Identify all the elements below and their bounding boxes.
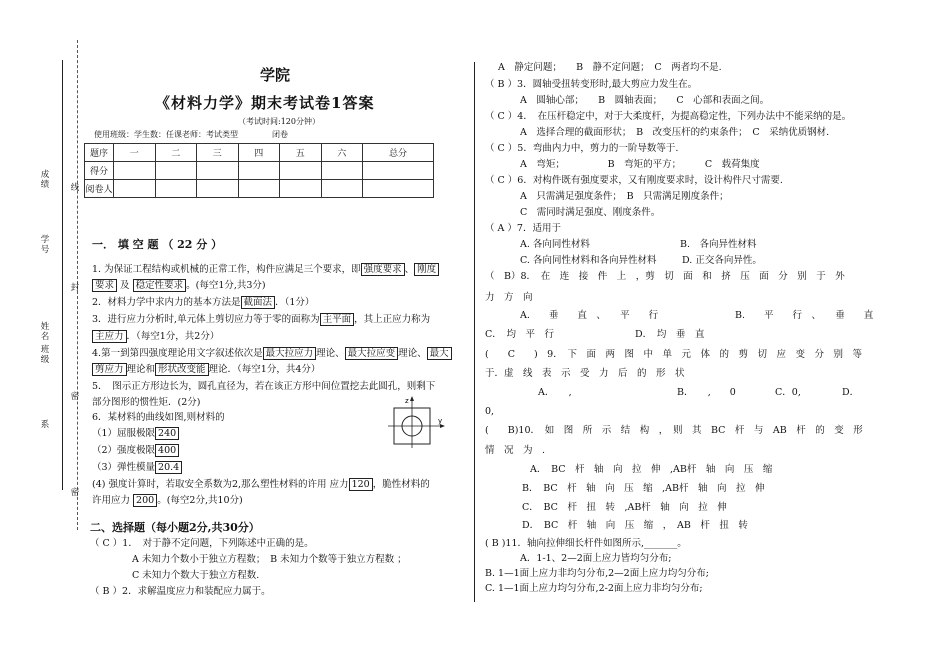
q1-line2 (92, 280, 266, 292)
grader-input[interactable] (197, 180, 239, 198)
name-label: 姓名 (40, 322, 50, 342)
choice-11: ( B )11．轴向拉伸细长杆件如图所示,_______。 (485, 538, 687, 549)
choice-1-options-ab: A 未知力个数小于独立方程数； B 未知力个数等于独立方程数 ； (132, 554, 407, 565)
column-divider (474, 62, 475, 602)
q6-points: 。(每空2分,共10分) (157, 495, 243, 506)
answer-elastic-modulus: 20.4 (155, 461, 182, 474)
choice-9-option-d: D． (842, 387, 860, 398)
secret-mark-bottom: 密 (70, 488, 80, 498)
score-label: 成绩 (40, 170, 50, 190)
answer-strength-limit: 400 (155, 444, 179, 457)
score-cell-total: 总分 (363, 144, 434, 162)
square-hole-figure (386, 394, 446, 450)
choice-10: ( B)10． 如 图 所 示 结 构 ， 则 其 BC 杆 与 AB 杆 的 变 形 (485, 425, 863, 436)
q5-line1: 5． 图示正方形边长为，圆孔直径为，若在该正方形中间位置挖去此圆孔，则剩下 (92, 381, 436, 392)
choice-9-option-c: C．0, (775, 387, 801, 398)
answer-allowable-brittle: 200 (133, 494, 157, 507)
q5-line2: 部分图形的惯性矩．(2分) (92, 397, 201, 408)
q6-line: 6．某材料的曲线如图,则材料的 (92, 412, 225, 423)
choice-11-option-a: A．1-1、2—2面上应力皆均匀分布; (520, 553, 672, 564)
choice-9-option-a: A． , (538, 387, 572, 398)
section2-heading: 二、选择题（每小题2分,共30分） (90, 521, 260, 534)
choice-5-options: A 弯矩； B 弯矩的平方； C 载荷集度 (520, 159, 760, 170)
answer-stiffness-cont: 要求 (92, 279, 117, 292)
department-label: 系 (40, 420, 50, 430)
choice-7-option-d: D. 正交各向异性。 (682, 255, 762, 266)
answer-yield-limit: 240 (155, 427, 179, 440)
choice-6-options-ab: A 只需满足强度条件； B 只需满足刚度条件； (520, 191, 729, 202)
score-cell-label: 题序 (85, 144, 114, 162)
q6-modulus-label: （3）弹性模量 (92, 462, 156, 473)
q4-line2 (92, 364, 320, 376)
score-cell-q3: 三 (197, 144, 239, 162)
q4-sep1: 理论、 (316, 348, 345, 359)
choice-7-option-c: C. 各向同性材料和各向异性材料 (520, 255, 657, 266)
q6-modulus (92, 462, 182, 474)
score-input[interactable] (238, 162, 280, 180)
score-table-header-row (85, 144, 434, 162)
choice-9-option-d-cont: 0, (485, 406, 495, 417)
answer-principal-plane: 主平面 (320, 313, 355, 326)
answer-principal-stress: 主应力 (92, 330, 127, 343)
score-input[interactable] (155, 162, 197, 180)
choice-9: ( C ) 9． 下 面 两 图 中 单 元 体 的 剪 切 应 变 分 别 等 (485, 349, 862, 360)
choice-4: （ C ）4． 在压杆稳定中，对于大柔度杆，为提高稳定性，下列办法中不能采纳的是。 (485, 111, 852, 122)
choice-6-option-c: C 需同时满足强度、刚度条件。 (520, 207, 661, 218)
line-mark: 线 (70, 183, 80, 193)
score-row-label: 得分 (85, 162, 114, 180)
exam-title: 《材料力学》期末考试卷1答案 (155, 94, 375, 112)
exam-type-closed: 闭卷 (272, 130, 288, 139)
axis-y-label: y (438, 417, 443, 425)
choice-8-option-c: C． 均 平 行 (485, 329, 555, 340)
q2-points: ．（1分） (275, 297, 315, 308)
choice-10-option-a: A． BC 杆 轴 向 拉 伸 ,AB杆 轴 向 压 缩 (530, 464, 773, 475)
score-input[interactable] (321, 162, 363, 180)
seal-mark: 封 (70, 283, 80, 293)
score-cell-q1: 一 (114, 144, 156, 162)
section1-heading: 一． 填 空 题 （ 22 分 ） (92, 238, 223, 251)
choice-9-option-b: B． , 0 (677, 387, 736, 398)
choice-1-option-c: C 未知力个数大于独立方程数. (132, 570, 260, 581)
exam-time: （考试时间:120分钟） (238, 117, 320, 126)
score-table-row-grader (85, 180, 434, 198)
grader-row-label: 阅卷人 (85, 180, 114, 198)
choice-6: （ C ）6．对构件既有强度要求，又有刚度要求时，设计构件尺寸需要. (485, 175, 783, 186)
q6-allowable-line1 (92, 479, 430, 491)
answer-stiffness: 刚度 (414, 263, 439, 276)
q1-text: 1. 为保证工程结构或机械的正常工作，构件应满足三个要求，即 (92, 264, 361, 275)
choice-8-option-a: A. 垂 直 、 平 行 (520, 310, 659, 321)
secret-mark: 密 (70, 392, 80, 402)
grader-input[interactable] (155, 180, 197, 198)
score-cell-q5: 五 (280, 144, 322, 162)
grader-input[interactable] (238, 180, 280, 198)
choice-4-options: A 选择合理的截面形状； B 改变压杆的约束条件； C 采纳优质钢材. (520, 127, 830, 138)
q6-allowable-line2 (92, 495, 243, 507)
q3-line2 (92, 331, 219, 343)
choice-3: （ B ）3．圆轴受扭转变形时,最大剪应力发生在。 (485, 79, 698, 90)
choice-1: （ C ）1． 对于静不定问题，下列陈述中正确的是。 (90, 538, 314, 549)
choice-10-option-c: C． BC 杆 扭 转 ,AB杆 轴 向 拉 伸 (522, 502, 727, 513)
choice-11-option-b: B. 1—1面上应力非均匀分布,2—2面上应力均匀分布; (485, 568, 709, 579)
score-cell-q2: 二 (155, 144, 197, 162)
answer-max-tensile-stress: 最大拉应力 (263, 347, 317, 360)
binding-solid-line (62, 60, 63, 490)
q6-strength (92, 445, 179, 457)
q1-and: 及 (120, 280, 130, 291)
grader-input[interactable] (114, 180, 156, 198)
q6-strength-label: （2）强度极限 (92, 445, 156, 456)
choice-2-options: A 静定问题； B 静不定问题； C 两者均不是. (498, 62, 722, 73)
answer-strength: 强度要求 (361, 263, 405, 276)
choice-8-option-d: D． 均 垂 直 (635, 329, 705, 340)
grader-input[interactable] (363, 180, 434, 198)
grader-input[interactable] (321, 180, 363, 198)
choice-11-option-c: C. 1—1面上应力均匀分布,2-2面上应力非均匀分布; (485, 583, 703, 594)
q4-points: 理论．（每空1分，共4分） (208, 364, 321, 375)
student-id-label: 学号 (40, 235, 50, 255)
score-input[interactable] (197, 162, 239, 180)
q4-line1 (92, 348, 452, 360)
q4-sep3: 理论和 (126, 364, 156, 375)
school-name: 学院 (260, 66, 291, 84)
choice-8: （ B）8． 在 连 接 件 上 ，剪 切 面 和 挤 压 面 分 别 于 外 (485, 271, 845, 282)
class-label: 班级 (40, 345, 50, 365)
q3-text: 3．进行应力分析时,单元体上剪切应力等于零的面称为 (92, 314, 320, 325)
axis-z-label: z (405, 397, 409, 405)
choice-5: （ C ）5．弯曲内力中，剪力的一阶导数等于. (485, 143, 679, 154)
q2-text: 2．材料力学中求内力的基本方法是 (92, 297, 241, 308)
q4-text: 4.第一到第四强度理论用文字叙述依次是 (92, 348, 263, 359)
choice-7-option-a: A. 各向同性材料 (520, 239, 590, 250)
q6-allowable-text: (4) 强度计算时，若取安全系数为2,那么塑性材料的许用 应力 (92, 479, 349, 490)
choice-2: （ B ）2．求解温度应力和装配应力属于。 (90, 586, 271, 597)
choice-9-cont: 于．虚 线 表 示 受 力 后 的 形 状 (485, 368, 685, 379)
exam-meta: 使用班级：学生数：任课老师：考试类型 (94, 130, 238, 139)
q2-line (92, 297, 314, 309)
q1-points: 。(每空1分,共3分) (186, 280, 266, 291)
score-cell-q4: 四 (238, 144, 280, 162)
score-input[interactable] (114, 162, 156, 180)
score-table-row-score (85, 162, 434, 180)
choice-8-option-b: B. 平 行 、 垂 直 (735, 310, 874, 321)
q4-sep2: 理论、 (398, 348, 427, 359)
choice-10-cont: 情 况 为 . (485, 445, 546, 456)
score-input[interactable] (280, 162, 322, 180)
q6-yield-label: （1）屈服极限 (92, 428, 156, 439)
choice-3-options: A 圆轴心部； B 圆轴表面； C 心部和表面之间。 (520, 95, 770, 106)
answer-shear-stress: 剪应力 (92, 363, 127, 376)
answer-max-tensile-strain: 最大拉应变 (345, 347, 399, 360)
q6-allowable-text2: ，脆性材料的 (372, 479, 430, 490)
score-table (84, 143, 434, 198)
answer-distortion-energy: 形状改变能 (155, 363, 209, 376)
choice-8-cont: 力 方 向 (485, 292, 533, 303)
grader-input[interactable] (280, 180, 322, 198)
choice-10-option-d: D． BC 杆 轴 向 压 缩 ， AB 杆 扭 转 (522, 520, 748, 531)
q3-points: ．（每空1分，共2分） (126, 331, 220, 342)
q1-line1: 1. 为保证工程结构或机械的正常工作，构件应满足三个要求，即 强度要求 、 刚度 (92, 264, 439, 276)
answer-stability: 稳定性要求 (133, 279, 187, 292)
q6-yield (92, 428, 179, 440)
answer-section-method: 截面法 (241, 296, 276, 309)
choice-10-option-b: B． BC 杆 轴 向 压 缩 ,AB杆 轴 向 拉 伸 (522, 483, 765, 494)
choice-7-option-b: B. 各向异性材料 (680, 239, 757, 250)
answer-allowable-ductile: 120 (349, 478, 373, 491)
q3-text2: ，其上正应力称为 (354, 314, 431, 325)
score-input[interactable] (363, 162, 434, 180)
choice-7: （ A ）7．适用于 (485, 223, 561, 234)
q6-allowable-label: 许用应力 (92, 495, 131, 506)
answer-max: 最大 (427, 347, 452, 360)
score-cell-q6: 六 (321, 144, 363, 162)
q3-line1 (92, 314, 430, 326)
